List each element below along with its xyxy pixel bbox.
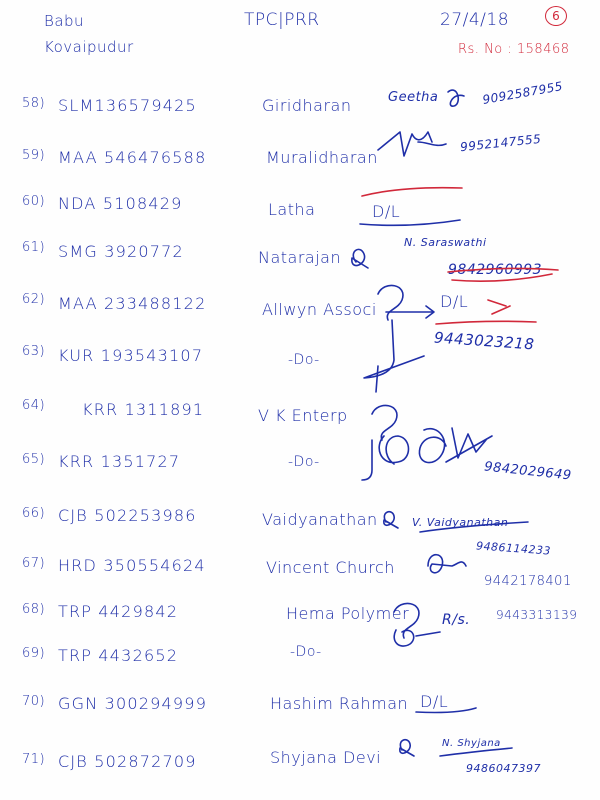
row-code: KUR 193543107 [58, 346, 204, 365]
row-signature: V. Vaidyanathan [412, 516, 509, 529]
row-phone: 9486114233 [475, 539, 552, 558]
ampersand-mark [400, 740, 414, 756]
strike-line [362, 188, 462, 196]
signature-scribble [428, 555, 466, 573]
signature-scribble [448, 90, 464, 106]
row-number: 60) [22, 194, 46, 209]
row-name: Giridharan [262, 96, 352, 115]
strike-line [452, 274, 552, 281]
row-number: 58) [22, 96, 46, 111]
row-name: Hashim Rahman [270, 694, 409, 713]
row-code: CJB 502253986 [58, 506, 197, 525]
row-number: 64) [22, 398, 46, 413]
strike-line [448, 268, 558, 272]
arrow-mark [416, 632, 440, 636]
row-phone: 9092587955 [481, 79, 564, 107]
signature-underline [440, 748, 512, 756]
row-signature: Geetha [388, 90, 439, 105]
bracket-mark [364, 320, 424, 378]
strike-line [446, 436, 492, 462]
row-code: MAA 233488122 [58, 294, 207, 313]
row-phone: 9842960993 [448, 262, 543, 278]
row-code: SMG 3920772 [58, 242, 184, 261]
row-name: Muralidharan [266, 148, 378, 167]
row-name: -Do- [288, 352, 320, 368]
header-date: 27/4/18 [440, 10, 510, 30]
bracket-mark [372, 405, 397, 440]
row-number: 62) [22, 292, 46, 307]
row-phone: 9443313139 [496, 608, 578, 622]
row-number: 69) [22, 646, 46, 661]
row-signature: N. Shyjana [442, 738, 501, 749]
row-code: CJB 502872709 [58, 752, 197, 771]
row-code: KRR 1311891 [82, 400, 205, 419]
row-code: TRP 4432652 [58, 646, 179, 665]
bracket-mark [378, 285, 403, 320]
row-number: 65) [22, 452, 46, 467]
row-name: -Do- [288, 454, 320, 470]
signature-scribble [419, 429, 446, 463]
signature-scribble [378, 132, 432, 156]
row-number: 67) [22, 556, 46, 571]
row-name: V K Enterp [258, 406, 348, 425]
row-signature: D/L [420, 692, 449, 711]
row-code: KRR 1351727 [58, 452, 181, 471]
row-signature: R/s. [442, 612, 471, 628]
row-phone: 9443023218 [433, 328, 535, 354]
bracket-mark [394, 603, 419, 638]
row-phone-alt: 9442178401 [484, 574, 572, 589]
row-name: Natarajan [258, 248, 342, 267]
row-name: -Do- [290, 644, 322, 660]
header-place: Kovaipudur [44, 38, 134, 56]
row-number: 68) [22, 602, 46, 617]
row-code: TRP 4429842 [58, 602, 179, 621]
row-name: Vaidyanathan [262, 510, 378, 529]
row-number: 61) [22, 240, 46, 255]
row-number: 59) [22, 148, 46, 163]
strike-line [488, 300, 510, 314]
row-code: HRD 350554624 [58, 556, 206, 575]
row-phone: 9842029649 [483, 459, 573, 484]
row-signature: D/L [440, 292, 469, 311]
receipt-number: Rs. No : 158468 [458, 42, 570, 57]
row-signature: N. Saraswathi [404, 236, 487, 249]
signature-underline [416, 708, 476, 713]
row-signature: D/L [372, 202, 401, 221]
header-name: Babu [44, 12, 85, 30]
row-phone: 9486047397 [466, 762, 541, 775]
signature-underline [420, 522, 528, 532]
signature-underline [360, 220, 460, 225]
row-name: Shyjana Devi [270, 748, 382, 767]
bracket-mark [376, 366, 378, 392]
signature-scribble [379, 436, 408, 464]
row-number: 71) [22, 752, 46, 767]
row-name: Hema Polymer [286, 604, 410, 623]
row-code: GGN 300294999 [58, 694, 208, 713]
ampersand-mark [384, 512, 398, 528]
row-name: Latha [268, 200, 316, 219]
row-code: SLM136579425 [58, 96, 197, 115]
row-code: NDA 5108429 [58, 194, 183, 213]
row-name: Allwyn Associ [262, 300, 377, 319]
page-number-circle: 6 [545, 6, 567, 26]
ampersand-mark [352, 249, 368, 268]
row-number: 70) [22, 694, 46, 709]
strike-line [436, 321, 536, 324]
row-phone: 9952147555 [459, 131, 542, 155]
row-number: 63) [22, 344, 46, 359]
row-name: Vincent Church [266, 558, 395, 577]
row-number: 66) [22, 506, 46, 521]
bracket-mark [362, 440, 372, 480]
header-title: TPC|PRR [244, 10, 320, 30]
arrow-mark [386, 306, 434, 318]
row-code: MAA 546476588 [58, 148, 207, 167]
